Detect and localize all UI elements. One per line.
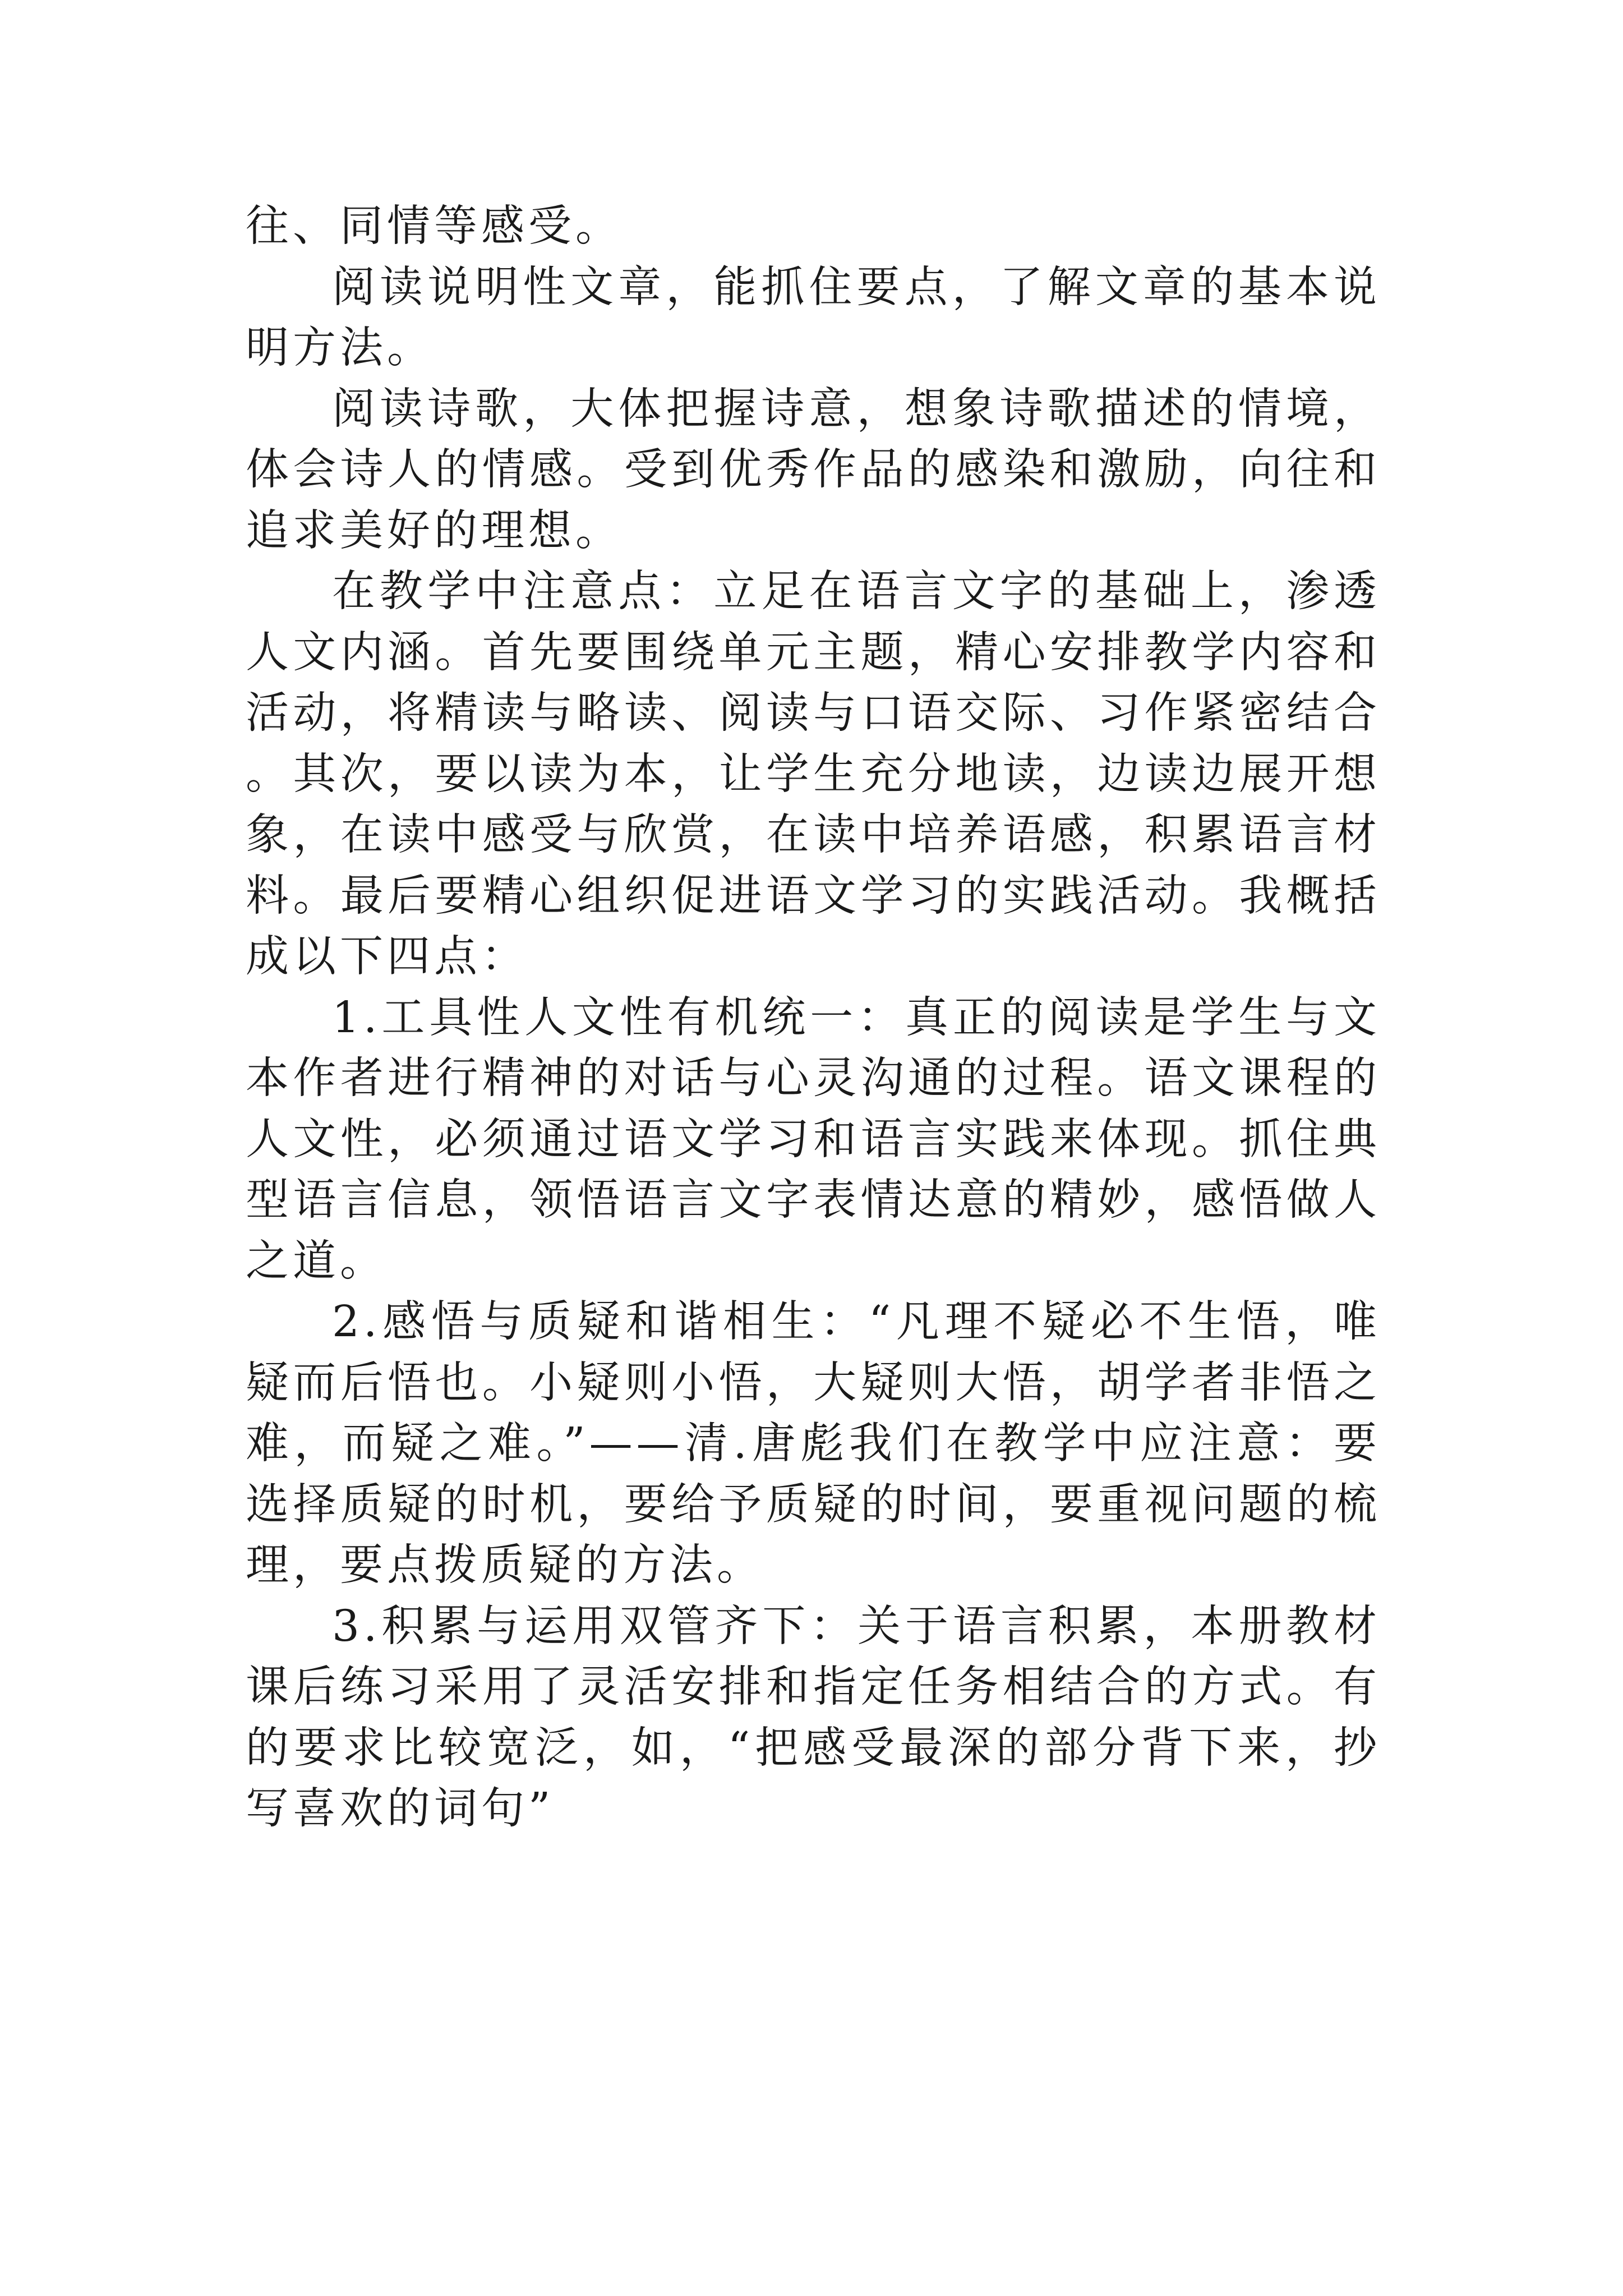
- paragraph-teaching-notes: 在教学中注意点：立足在语言文字的基础上，渗透人文内涵。首先要围绕单元主题，精心安排教学内容和活动，将精读与略读、阅读与口语交际、习作紧密结合。其次，要以读为本，让学生充分地读，边读边展开想象，在读中感受与欣赏，在读中培养语感，积累语言材料。最后要精心组织促进语文学习的实践活动。我概括成以下四点：: [246, 567, 1381, 982]
- paragraph-point-1: 1.工具性人文性有机统一：真正的阅读是学生与文本作者进行精神的对话与心灵沟通的过程。语文课程的人文性，必须通过语文学习和语言实践来体现。抓住典型语言信息，领悟语言文字表情达意的精妙，感悟做人之道。: [246, 992, 1381, 1286]
- paragraph-expository-reading: 阅读说明性文章，能抓住要点，了解文章的基本说明方法。: [246, 262, 1381, 373]
- paragraph-point-2: 2.感悟与质疑和谐相生：“凡理不疑必不生悟，唯疑而后悟也。小疑则小悟，大疑则大悟，胡学者非悟之难，而疑之难。”——清.唐彪我们在教学中应注意：要选择质疑的时机，要给予质疑的时间，要重视问题的梳理，要点拨质疑的方法。: [246, 1297, 1381, 1590]
- paragraph-continuation: 往、同情等感受。: [246, 201, 623, 251]
- paragraph-poetry-reading: 阅读诗歌，大体把握诗意，想象诗歌描述的情境，体会诗人的情感。受到优秀作品的感染和激励，向往和追求美好的理想。: [246, 384, 1381, 556]
- paragraph-point-3: 3.积累与运用双管齐下：关于语言积累，本册教材课后练习采用了灵活安排和指定任务相结合的方式。有的要求比较宽泛，如，“把感受最深的部分背下来，抄写喜欢的词句”: [246, 1601, 1381, 1834]
- document-body: [246, 196, 1381, 1840]
